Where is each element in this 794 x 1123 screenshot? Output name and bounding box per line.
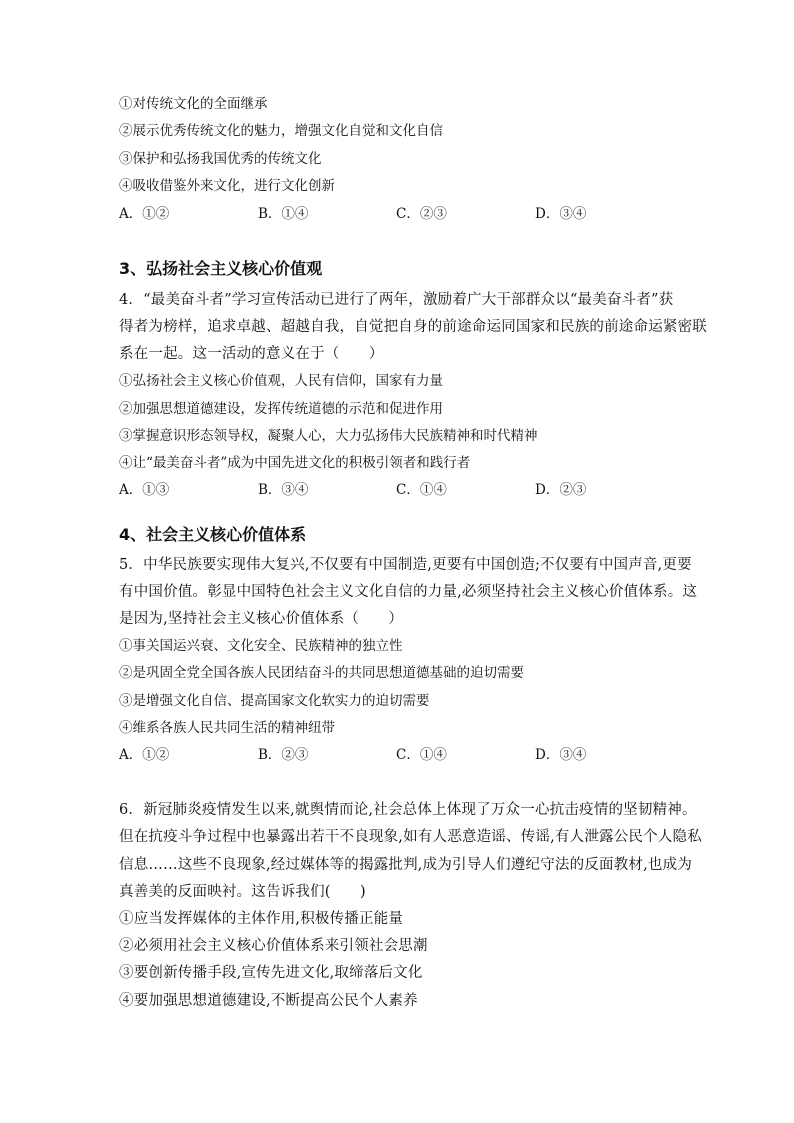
- q5-option-b: B．②③: [258, 747, 309, 763]
- q4-statement-2: ②加强思想道德建设，发挥传统道德的示范和促进作用: [119, 401, 443, 417]
- q4-stem-line-2: 得者为榜样，追求卓越、超越自我，自觉把自身的前途命运同国家和民族的前途命运紧密联: [119, 319, 707, 335]
- q3-statement-2: ②展示优秀传统文化的魅力，增强文化自觉和文化自信: [119, 123, 443, 139]
- q5-option-d: D．③④: [535, 747, 587, 763]
- q3-option-b: B．①④: [258, 206, 309, 222]
- q3-option-c: C．②③: [396, 206, 447, 222]
- q5-statement-1: ①事关国运兴衰、文化安全、民族精神的独立性: [119, 638, 403, 654]
- q5-option-a: A．①②: [119, 747, 170, 763]
- section-heading-4: 4、社会主义核心价值体系: [119, 525, 307, 544]
- q3-option-d: D．③④: [535, 206, 587, 222]
- q5-stem-line-2: 有中国价值。彰显中国特色社会主义文化自信的力量,必须坚持社会主义核心价值体系。这: [119, 584, 698, 600]
- q4-stem-line-3: 系在一起。这一活动的意义在于（ ）: [119, 346, 384, 362]
- q6-statement-3: ③要创新传播手段,宣传先进文化,取缔落后文化: [119, 965, 423, 981]
- q5-stem-line-1: 5．中华民族要实现伟大复兴,不仅要有中国制造,更要有中国创造;不仅要有中国声音,更要: [119, 557, 692, 573]
- q3-statement-4: ④吸收借鉴外来文化，进行文化创新: [119, 178, 335, 194]
- q3-statement-1: ①对传统文化的全面继承: [119, 96, 268, 112]
- q5-statement-2: ②是巩固全党全国各族人民团结奋斗的共同思想道德基础的迫切需要: [119, 665, 524, 681]
- q5-option-c: C．①④: [396, 747, 447, 763]
- q6-stem-line-4: 真善美的反面映衬。这告诉我们( ): [119, 884, 366, 900]
- q4-option-c: C．①④: [396, 482, 447, 498]
- q4-option-d: D．②③: [535, 482, 587, 498]
- q5-statement-4: ④维系各族人民共同生活的精神纽带: [119, 720, 335, 736]
- q6-statement-2: ②必须用社会主义核心价值体系来引领社会思潮: [119, 938, 428, 954]
- q6-stem-line-1: 6．新冠肺炎疫情发生以来,就舆情而论,社会总体上体现了万众一心抗击疫情的坚韧精神。: [119, 802, 697, 818]
- q3-option-a: A．①②: [119, 206, 170, 222]
- q3-statement-3: ③保护和弘扬我国优秀的传统文化: [119, 151, 322, 167]
- q6-statement-4: ④要加强思想道德建设,不断提高公民个人素养: [119, 993, 418, 1009]
- q6-stem-line-2: 但在抗疫斗争过程中也暴露出若干不良现象,如有人恶意造谣、传谣,有人泄露公民个人隐私: [119, 829, 702, 845]
- q4-statement-4: ④让“最美奋斗者”成为中国先进文化的积极引领者和践行者: [119, 455, 471, 471]
- q6-stem-line-3: 信息……这些不良现象,经过媒体等的揭露批判,成为引导人们遵纪守法的反面教材,也成为: [119, 857, 693, 873]
- q4-statement-1: ①弘扬社会主义核心价值观，人民有信仰，国家有力量: [119, 373, 443, 389]
- q5-stem-line-3: 是因为,坚持社会主义核心价值体系（ ）: [119, 611, 404, 627]
- q6-statement-1: ①应当发挥媒体的主体作用,积极传播正能量: [119, 911, 404, 927]
- q4-stem-line-1: 4．“最美奋斗者”学习宣传活动已进行了两年，激励着广大干部群众以“最美奋斗者”获: [119, 292, 674, 308]
- q5-statement-3: ③是增强文化自信、提高国家文化软实力的迫切需要: [119, 693, 430, 709]
- q4-option-a: A．①③: [119, 482, 170, 498]
- q4-statement-3: ③掌握意识形态领导权，凝聚人心，大力弘扬伟大民族精神和时代精神: [119, 428, 538, 444]
- q4-option-b: B．③④: [258, 482, 309, 498]
- section-heading-3: 3、弘扬社会主义核心价值观: [119, 259, 323, 278]
